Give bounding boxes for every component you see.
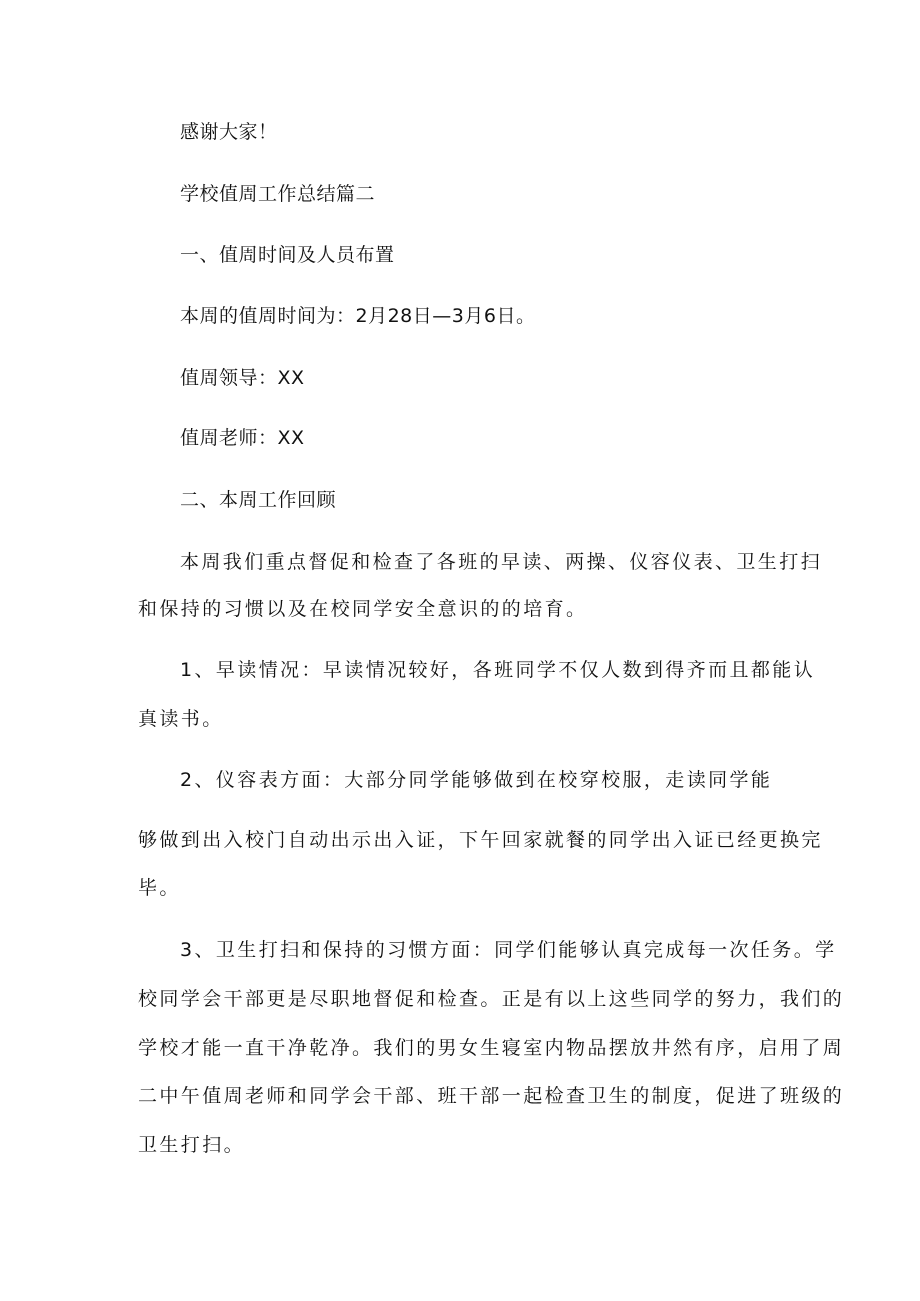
thanks-line: 感谢大家！ (180, 121, 278, 143)
item-3-line-2: 校同学会干部更是尽职地督促和检查。正是有以上这些同学的努力，我们的 (138, 988, 845, 1010)
item-2-line-2: 够做到出入校门自动出示出入证，下午回家就餐的同学出入证已经更换完 (138, 829, 823, 851)
duty-time: 本周的值周时间为：2月28日—3月6日。 (180, 305, 536, 327)
duty-teacher: 值周老师：XX (180, 427, 305, 449)
item-1-line-1: 1、早读情况：早读情况较好，各班同学不仅人数到得齐而且都能认 (180, 659, 816, 681)
review-paragraph-line-2: 和保持的习惯以及在校同学安全意识的的培育。 (138, 598, 588, 620)
item-2-line-1: 2、仪容表方面：大部分同学能够做到在校穿校服，走读同学能 (180, 769, 773, 791)
section-title: 学校值周工作总结篇二 (180, 183, 376, 205)
item-3-line-1: 3、卫生打扫和保持的习惯方面：同学们能够认真完成每一次任务。学 (180, 939, 837, 961)
item-3-line-5: 卫生打扫。 (138, 1134, 246, 1156)
heading-duty-arrangement: 一、值周时间及人员布置 (180, 244, 395, 266)
review-paragraph-line-1: 本周我们重点督促和检查了各班的早读、两操、仪容仪表、卫生打扫 (180, 551, 823, 573)
item-1-line-2: 真读书。 (138, 708, 224, 730)
duty-leader: 值周领导：XX (180, 367, 305, 389)
item-3-line-3: 学校才能一直干净乾净。我们的男女生寝室内物品摆放井然有序，启用了周 (138, 1037, 845, 1059)
item-2-line-3: 毕。 (138, 877, 181, 899)
heading-work-review: 二、本周工作回顾 (180, 489, 337, 511)
item-3-line-4: 二中午值周老师和同学会干部、班干部一起检查卫生的制度，促进了班级的 (138, 1085, 845, 1107)
